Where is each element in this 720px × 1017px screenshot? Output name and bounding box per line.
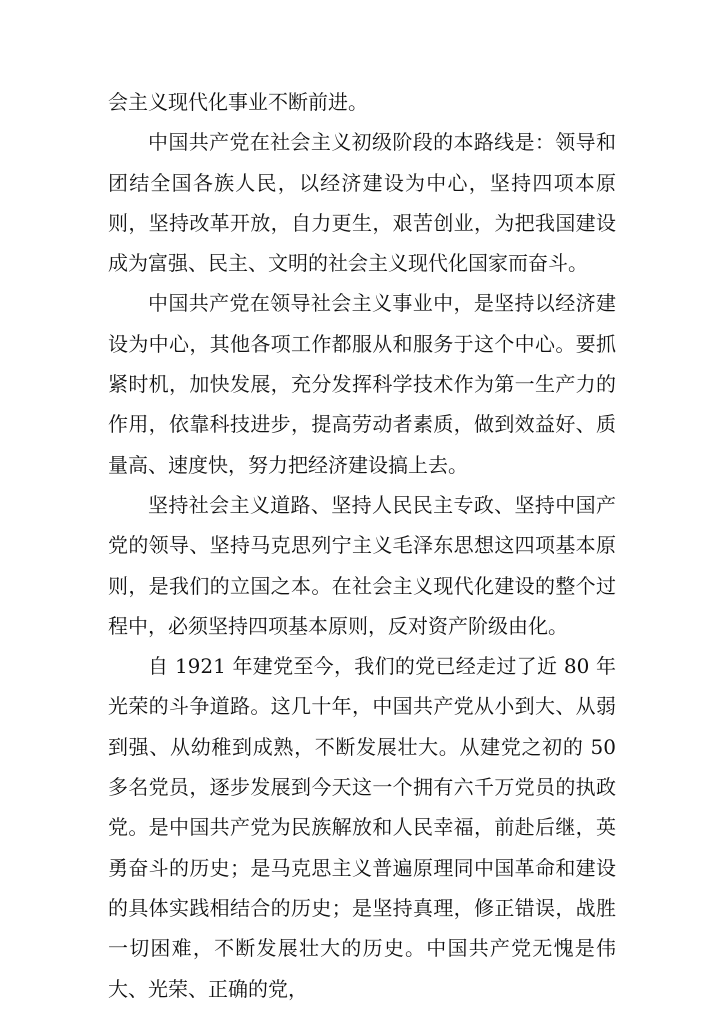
paragraph-party-history: 自 1921 年建党至今，我们的党已经走过了近 80 年光荣的斗争道路。这几十年，中国共产党从小到大、从弱到强、从幼稚到成熟，不断发展壮大。从建党之初的 50 多名党员，逐步发展到今天这一个拥有六千万党员的执政党。是中国共产党为民族解放和人民幸福，前赴后继，英勇奋斗的历史；是马克思主义普遍原理同中国革命和建设的具体实践相结合的历史；是坚持真理，修正错误，战胜一切困难，不断发展壮大的历史。中国共产党无愧是伟大、光荣、正确的党， (108, 654, 616, 1001)
paragraph-four-principles: 坚持社会主义道路、坚持人民民主专政、坚持中国产党的领导、坚持马克思列宁主义毛泽东思想这四项基本原则，是我们的立国之本。在社会主义现代化建设的整个过程中，必须坚持四项基本原则，反对资产阶级由化。 (108, 492, 616, 638)
paragraph-basic-line: 中国共产党在社会主义初级阶段的本路线是：领导和团结全国各族人民，以经济建设为中心，坚持四项本原则，坚持改革开放，自力更生，艰苦创业，为把我国建设成为富强、民主、文明的社会主义现代化国家而奋斗。 (108, 130, 616, 276)
paragraph-continuation: 会主义现代化事业不断前进。 (108, 90, 368, 114)
document-body (108, 82, 616, 1009)
paragraph-economic-center: 中国共产党在领导社会主义事业中，是坚持以经济建设为中心，其他各项工作都服从和服务于这个中心。要抓紧时机，加快发展，充分发挥科学技术作为第一生产力的作用，依靠科技进步，提高劳动者素质，做到效益好、质量高、速度快，努力把经济建设搞上去。 (108, 291, 616, 477)
